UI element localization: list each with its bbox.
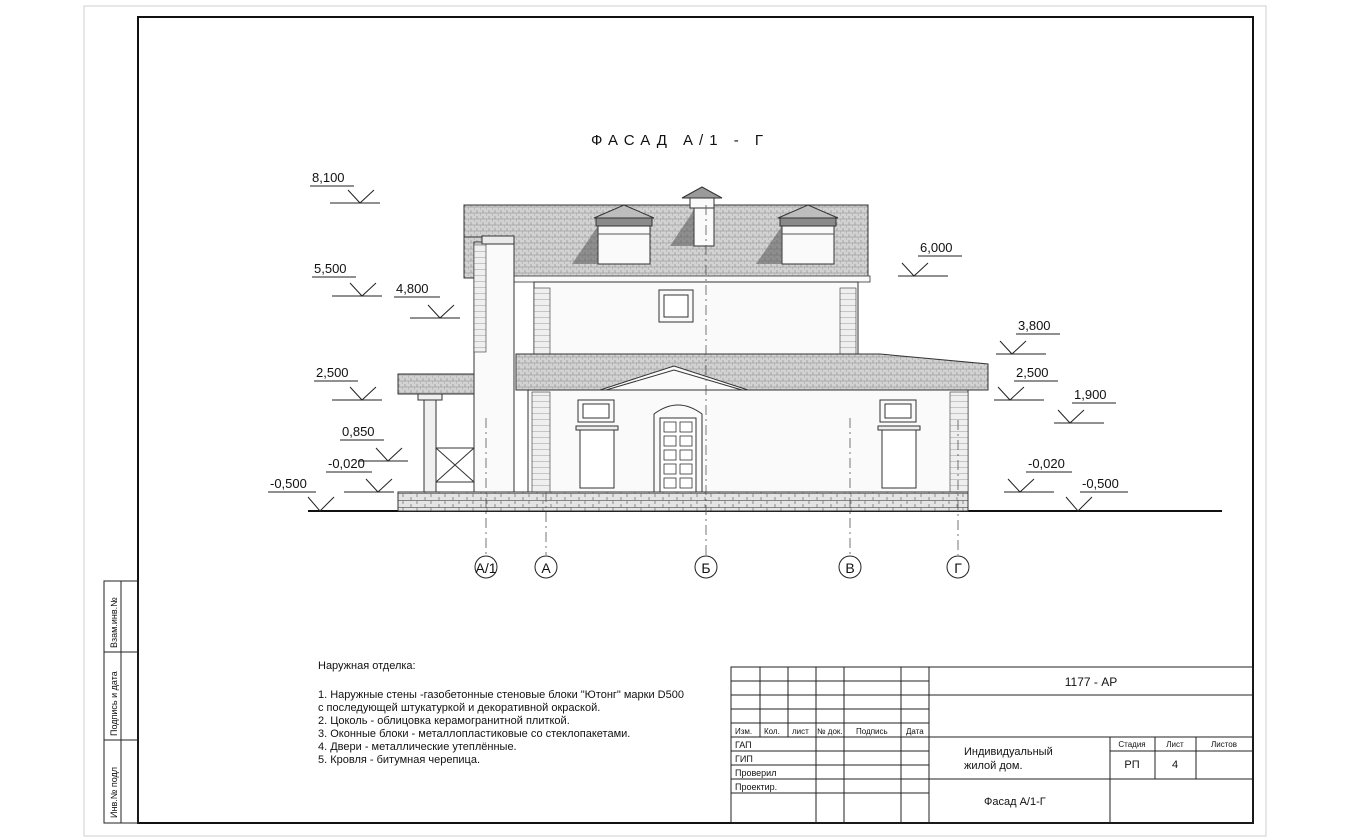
note-item: 4. Двери - металлические утеплённые. [318, 741, 517, 753]
level-mark-minus0020-right [1004, 456, 1072, 492]
drawing-title: ФАСАД А/1 - Г [590, 132, 770, 149]
object-name-line2: жилой дом. [964, 760, 1023, 772]
header-list: лист [792, 727, 809, 736]
svg-text:Г: Г [954, 560, 962, 576]
note-item: с последующей штукатуркой и декоративной окраской. [318, 702, 601, 714]
header-izm: Изм. [735, 727, 753, 736]
stage-label: Стадия [1118, 740, 1146, 749]
level-mark-2500-right [994, 365, 1058, 400]
window-left-top [578, 400, 614, 422]
stamp-col1-label: Взам.инв.№ [109, 597, 119, 648]
svg-text:2,500: 2,500 [316, 365, 349, 380]
role-gip: ГИП [735, 754, 753, 764]
finishing-notes [318, 660, 738, 767]
level-mark-6000 [898, 240, 962, 276]
svg-text:А/1: А/1 [475, 560, 497, 576]
level-mark-3800 [996, 318, 1060, 354]
porch-roof [398, 374, 474, 394]
first-floor-roof [516, 354, 988, 390]
svg-text:В: В [845, 560, 855, 576]
sheet-name: Фасад А/1-Г [984, 796, 1046, 808]
sheet-value: 4 [1171, 759, 1179, 771]
note-item: 1. Наружные стены -газобетонные стеновые блоки "Ютонг" марки D500 [318, 689, 684, 701]
svg-text:1,900: 1,900 [1074, 387, 1107, 402]
sheet-label: Лист [1166, 740, 1184, 749]
level-mark-8100 [310, 170, 380, 203]
svg-text:0,850: 0,850 [342, 424, 375, 439]
doc-code: 1177 - АР [1064, 675, 1118, 689]
role-checked: Проверил [735, 768, 777, 778]
svg-text:А: А [541, 560, 551, 576]
svg-text:-0,500: -0,500 [270, 476, 307, 491]
svg-text:3,800: 3,800 [1018, 318, 1051, 333]
second-floor-wall [534, 282, 858, 354]
svg-text:-0,500: -0,500 [1082, 476, 1119, 491]
stamp-col2-label: Подпись и дата [109, 671, 119, 736]
axis-marker-v [839, 556, 861, 578]
svg-text:4,800: 4,800 [396, 281, 429, 296]
object-name-line1: Индивидуальный [964, 746, 1053, 758]
axis-marker-g [947, 556, 969, 578]
window-right-top [880, 400, 916, 422]
svg-text:-0,020: -0,020 [328, 456, 365, 471]
role-designer: Проектир. [735, 782, 778, 792]
note-item: 5. Кровля - битумная черепица. [318, 754, 481, 766]
entrance-door [654, 405, 702, 492]
note-item: 2. Цоколь - облицовка керамогранитной плиткой. [318, 715, 570, 727]
building-facade [398, 187, 988, 511]
header-kol: Кол. [764, 727, 780, 736]
level-mark-4800 [394, 281, 460, 318]
axis-marker-a1 [475, 556, 497, 578]
svg-text:Б: Б [701, 560, 711, 576]
header-doc: № док. [817, 727, 843, 736]
level-mark-minus0500-right [1066, 476, 1128, 511]
level-mark-1900 [1054, 387, 1116, 423]
level-mark-2500-left [314, 365, 382, 400]
svg-text:-0,020: -0,020 [1028, 456, 1065, 471]
level-mark-minus0500-left [268, 476, 334, 511]
window-left-tall [576, 426, 618, 488]
svg-text:8,100: 8,100 [312, 170, 345, 185]
svg-text:6,000: 6,000 [920, 240, 953, 255]
level-mark-5500 [312, 261, 382, 296]
window-right-tall [878, 426, 920, 488]
sheets-label: Листов [1211, 740, 1237, 749]
stage-value: РП [1124, 759, 1140, 771]
notes-heading: Наружная отделка: [318, 660, 416, 672]
stamp-col3-label: Инв.№ подл [109, 766, 119, 818]
header-date: Дата [906, 727, 924, 736]
side-stamp [104, 581, 138, 823]
porch [418, 394, 474, 492]
title-block [731, 667, 1253, 823]
svg-text:2,500: 2,500 [1016, 365, 1049, 380]
role-gap: ГАП [735, 740, 752, 750]
plinth-stone [398, 492, 968, 511]
axis-marker-a [535, 556, 557, 578]
svg-text:5,500: 5,500 [314, 261, 347, 276]
header-sign: Подпись [856, 727, 888, 736]
axis-marker-b [695, 556, 717, 578]
note-item: 3. Оконные блоки - металлопластиковые со стеклопакетами. [318, 728, 631, 740]
